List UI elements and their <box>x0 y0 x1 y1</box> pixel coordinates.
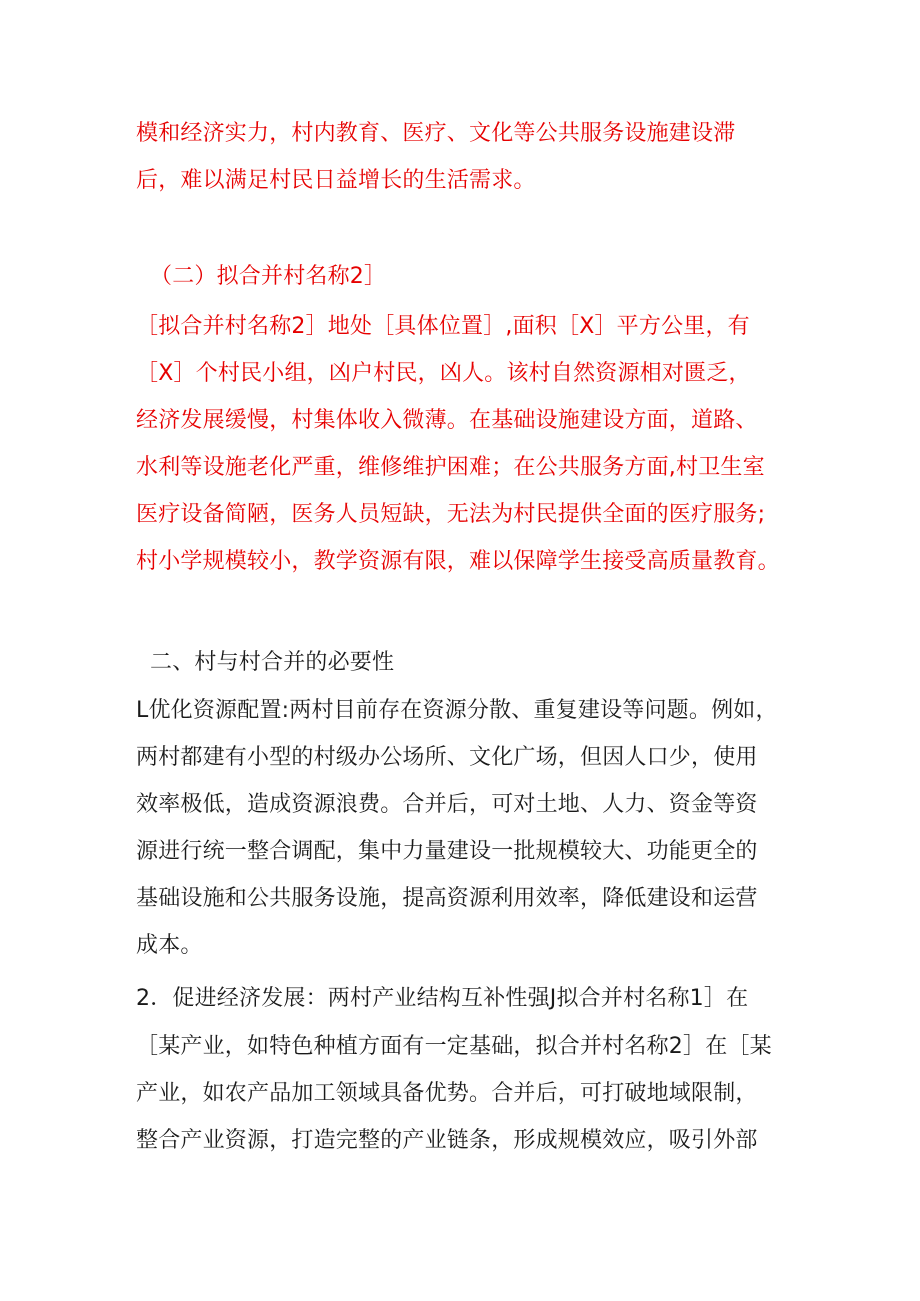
list-item-line: 产业，如农产品加工领域具备优势。合并后，可打破地域限制， <box>136 1081 758 1106</box>
list-item-line: 基础设施和公共服务设施，提高资源利用效率，降低建设和运营 <box>136 886 758 911</box>
paragraph-line: 医疗设备简陋，医务人员短缺，无法为村民提供全面的医疗服务; <box>136 502 766 527</box>
paragraph-line: 模和经济实力，村内教育、医疗、文化等公共服务设施建设滞 <box>136 121 736 146</box>
paragraph-line: ［X］个村民小组，凶户村民，凶人。该村自然资源相对匮乏， <box>136 361 751 386</box>
list-item-line: 两村都建有小型的村级办公场所、文化广场，但因人口少，使用 <box>136 745 758 770</box>
list-item-line: 效率极低，造成资源浪费。合并后，可对土地、人力、资金等资 <box>136 792 758 817</box>
paragraph-line: 经济发展缓慢，村集体收入微薄。在基础设施建设方面，道路、 <box>136 408 758 433</box>
list-item-line: L优化资源配置:两村目前存在资源分散、重复建设等问题。例如， <box>136 698 778 723</box>
paragraph-line: 村小学规模较小，教学资源有限，难以保障学生接受高质量教育。 <box>136 549 780 574</box>
paragraph-line: 水利等设施老化严重，维修维护困难；在公共服务方面,村卫生室 <box>136 455 765 480</box>
paragraph-line: 后，难以满足村民日益增长的生活需求。 <box>136 168 536 193</box>
list-item-line: 整合产业资源，打造完整的产业链条，形成规模效应，吸引外部 <box>136 1128 758 1153</box>
list-item-line: 2．促进经济发展：两村产业结构互补性强J拟合并村名称1］在 <box>136 986 749 1011</box>
section-heading: （二）拟合并村名称2］ <box>150 264 387 289</box>
list-item-line: 成本。 <box>136 933 203 958</box>
section-heading: 二、村与村合并的必要性 <box>150 650 395 675</box>
paragraph-line: ［拟合并村名称2］地处［具体位置］,面积［X］平方公里，有 <box>136 314 750 339</box>
list-item-line: ［某产业，如特色种植方面有一定基础，拟合并村名称2］在［某 <box>136 1034 772 1059</box>
list-item-line: 源进行统一整合调配，集中力量建设一批规模较大、功能更全的 <box>136 839 758 864</box>
